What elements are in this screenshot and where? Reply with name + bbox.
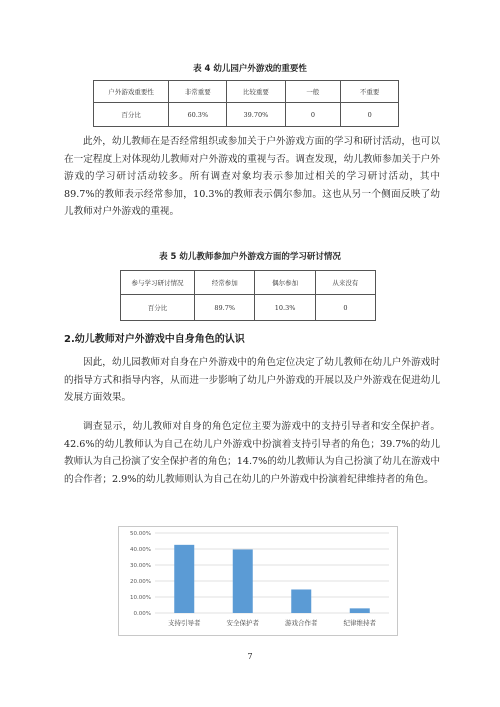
table-header-cell: 一般 bbox=[285, 81, 341, 103]
x-tick-label: 游戏合作者 bbox=[285, 619, 318, 627]
table4-data-row bbox=[94, 103, 399, 127]
table-cell: 百分比 bbox=[121, 295, 195, 321]
table-header-cell: 非常重要 bbox=[169, 81, 227, 103]
table4-caption: 表 4 幼儿园户外游戏的重要性 bbox=[193, 64, 307, 74]
paragraph-3: 调查显示，幼儿教师对自身的角色定位主要为游戏中的支持引导者和安全保护者。42.6%的幼儿教师认为自己在幼儿户外游戏中扮演着支持引导者的角色；39.7%的幼儿教师认为自己扮演了安全保护者的角色；14.7%的幼儿教师认为自己扮演了幼儿在游戏中的合作者；2.9%的幼儿教师则认为自己在幼儿的户外游戏中扮演着纪律维持者的角色。 bbox=[64, 421, 440, 485]
paragraph-2: 因此，幼儿园教师对自身在户外游戏中的角色定位决定了幼儿教师在幼儿户外游戏时的指导方式和指导内容，从而进一步影响了幼儿户外游戏的开展以及户外游戏在促进幼儿发展方面效果。 bbox=[64, 357, 440, 404]
table-header-cell: 从来没有 bbox=[315, 271, 375, 295]
table-header-cell: 比较重要 bbox=[227, 81, 285, 103]
table5-data-row bbox=[121, 295, 376, 321]
bar bbox=[174, 545, 194, 613]
table-header-cell: 不重要 bbox=[341, 81, 399, 103]
x-tick-label: 纪律维持者 bbox=[343, 619, 376, 627]
page-number: 7 bbox=[247, 652, 253, 661]
table-header-cell: 偶尔参加 bbox=[255, 271, 315, 295]
y-tick-label: 30.00% bbox=[130, 563, 151, 569]
table-cell: 10.3% bbox=[255, 295, 315, 321]
table-header-cell: 户外游戏重要性 bbox=[94, 81, 169, 103]
table-cell: 0 bbox=[315, 295, 375, 321]
table5-caption: 表 5 幼儿教师参加户外游戏方面的学习研讨情况 bbox=[159, 252, 341, 262]
table4 bbox=[93, 80, 399, 127]
table-cell: 39.70% bbox=[227, 103, 285, 127]
bar bbox=[350, 608, 370, 613]
table-cell: 89.7% bbox=[194, 295, 254, 321]
table-cell: 60.3% bbox=[169, 103, 227, 127]
table-cell: 0 bbox=[285, 103, 341, 127]
x-tick-label: 安全保护者 bbox=[226, 619, 259, 627]
x-tick-label: 支持引导者 bbox=[168, 619, 201, 627]
table-cell: 0 bbox=[341, 103, 399, 127]
table4-header-row bbox=[94, 81, 399, 103]
y-tick-label: 20.00% bbox=[130, 579, 151, 585]
paragraph-1: 此外，幼儿教师在是否经常组织或参加关于户外游戏方面的学习和研讨活动，也可以在一定程度上对体现幼儿教师对户外游戏的重视与否。调查发现，幼儿教师参加关于户外游戏的学习研讨活动较多。所有调查对象均表示参加过相关的学习研讨活动，其中 89.7%的教师表示经常参加，10.3%的教师表示偶尔参加。这也从另一个侧面反映了幼儿教师对户外游戏的重视。 bbox=[64, 136, 440, 218]
bar bbox=[291, 589, 311, 613]
table-header-cell: 经常参加 bbox=[194, 271, 254, 295]
bar-chart-svg bbox=[119, 527, 397, 635]
table5 bbox=[120, 270, 376, 321]
y-tick-label: 40.00% bbox=[130, 547, 151, 553]
y-tick-label: 0.00% bbox=[133, 611, 151, 617]
bar bbox=[233, 549, 253, 613]
table-header-cell: 参与学习研讨情况 bbox=[121, 271, 195, 295]
table-cell: 百分比 bbox=[94, 103, 169, 127]
y-tick-label: 10.00% bbox=[130, 595, 151, 601]
section-heading: 2.幼儿教师对户外游戏中自身角色的认识 bbox=[64, 334, 245, 345]
bar-chart bbox=[118, 526, 398, 636]
table5-header-row bbox=[121, 271, 376, 295]
y-tick-label: 50.00% bbox=[130, 531, 151, 537]
